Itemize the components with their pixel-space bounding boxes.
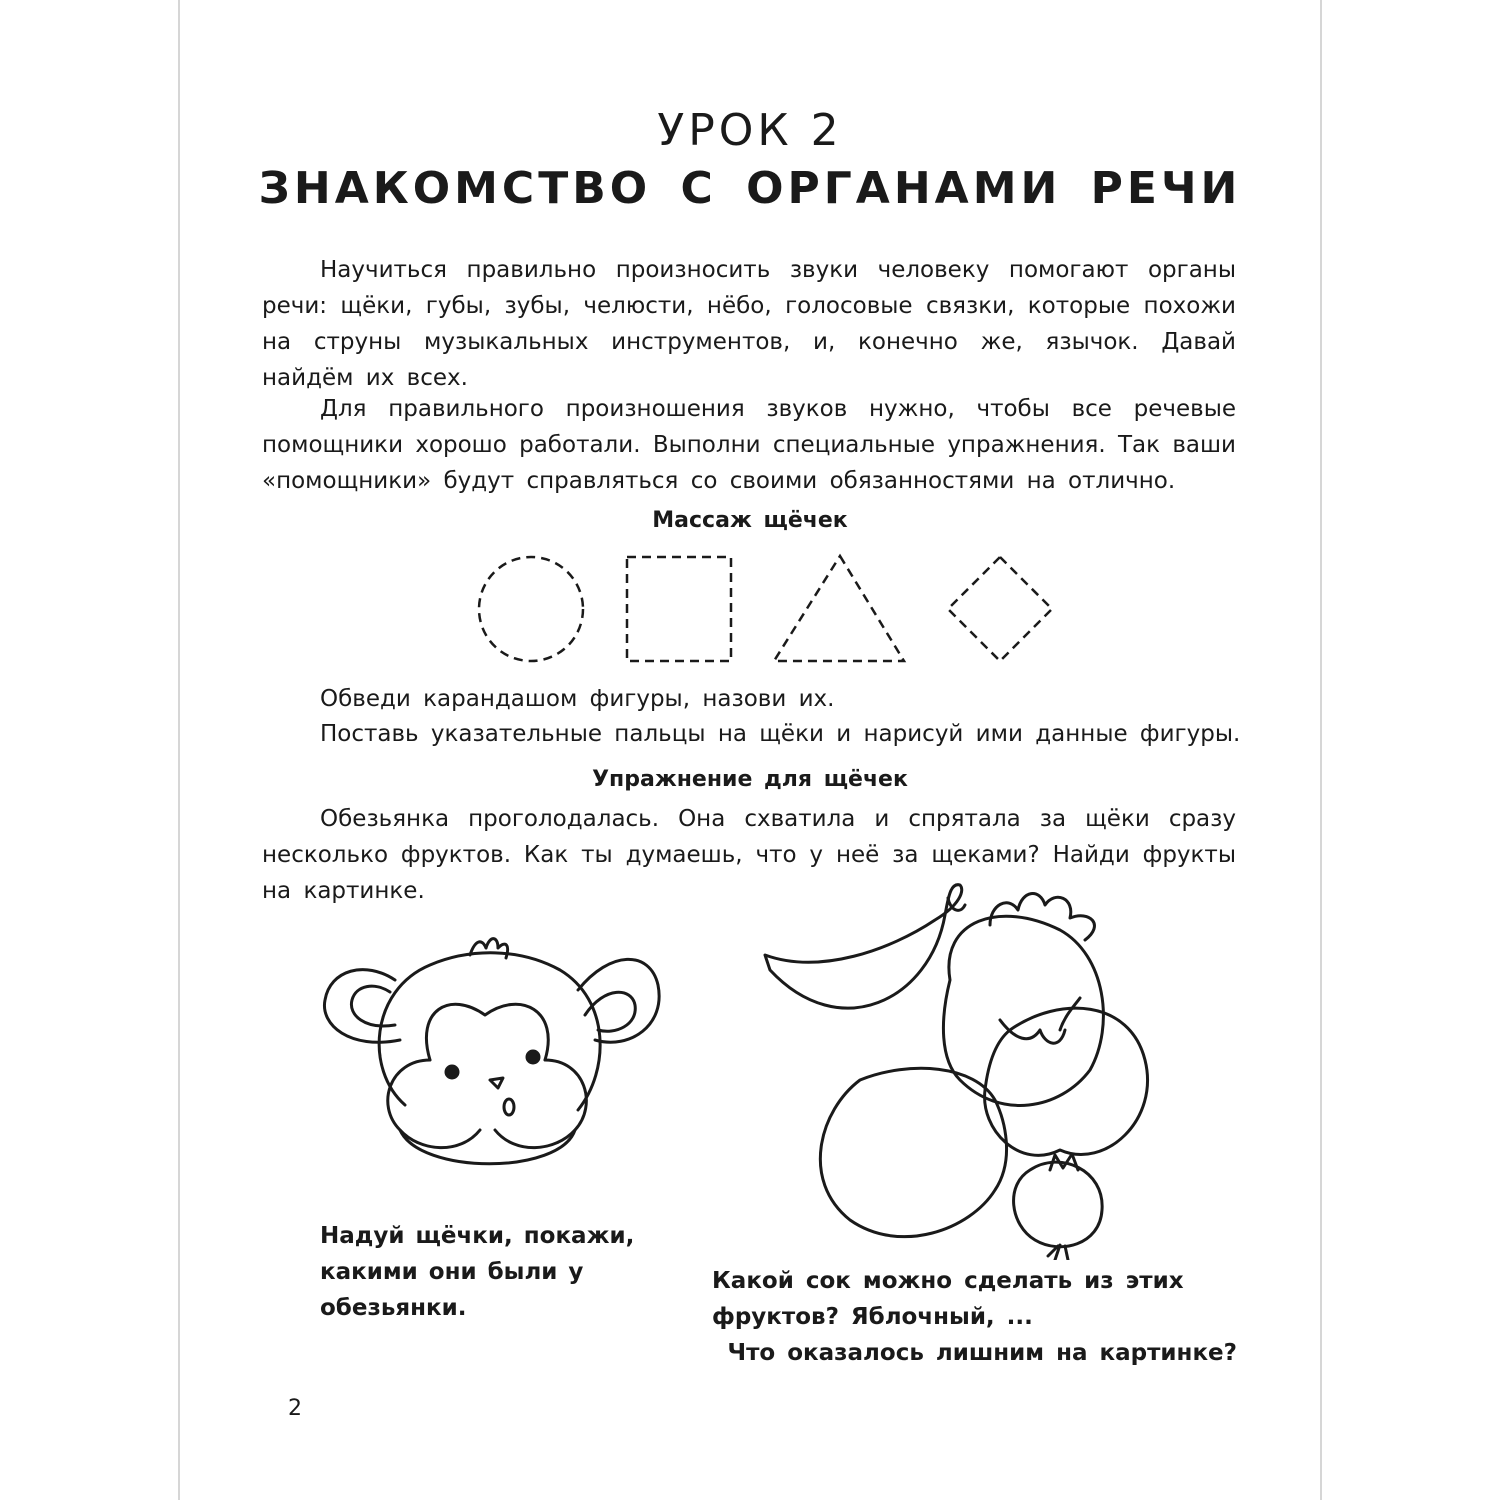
dashed-square: [627, 557, 731, 661]
fruit-question-1: Какой сок можно сделать из этих фруктов? Яблочный, ...: [712, 1268, 1184, 1330]
page-title: ЗНАКОМСТВО С ОРГАНАМИ РЕЧИ: [258, 163, 1242, 214]
dashed-circle: [479, 557, 583, 661]
page-number: 2: [288, 1396, 302, 1421]
massage-instruction-1: Обведи карандашом фигуры, назови их.: [320, 686, 835, 712]
intro-paragraph-1: [262, 252, 1236, 396]
exercise-heading: Упражнение для щёчек: [592, 767, 908, 792]
exercise-paragraph-text: Обезьянка проголодалась. Она схватила и спрятала за щёки сразу несколько фруктов. Как ты думаешь, что у неё за щеками? Найди фрукты на картинке.: [262, 806, 1236, 904]
monkey-caption-text: Надуй щёчки, покажи, какими они были у обезьянки.: [320, 1223, 635, 1321]
banana: [765, 885, 962, 1008]
intro-paragraph-1-text: Научиться правильно произносить звуки человеку помогают органы речи: щёки, губы, зубы, челюсти, нёбо, голосовые связки, которые похожи на струны музыкальных инструментов, и, конечно же, язычок. Давай найдём их всех.: [262, 257, 1236, 391]
monkey-mouth: [504, 1099, 514, 1115]
strawberry-leaves: [1000, 1020, 1065, 1043]
apple-stem: [1060, 998, 1080, 1030]
fruit-question-2: Что оказалось лишним на картинке?: [727, 1340, 1237, 1366]
dashed-shapes: [470, 548, 1070, 673]
page-edge-right: [1320, 0, 1322, 1500]
intro-paragraph-2-text: Для правильного произношения звуков нужно, чтобы все речевые помощники хорошо работали. Выполни специальные упражнения. Так ваши «помощники» будут справляться со своими обязанностями на отлично.: [262, 396, 1237, 494]
fruit-questions: [712, 1263, 1237, 1371]
monkey-right-eye: [527, 1051, 539, 1063]
massage-instruction-2: Поставь указательные пальцы на щёки и нарисуй ими данные фигуры.: [320, 721, 1241, 747]
page-edge-left: [178, 0, 180, 1500]
monkey-left-eye: [446, 1066, 458, 1078]
pomegranate: [1014, 1162, 1103, 1247]
dashed-rhombus: [948, 557, 1052, 661]
intro-paragraph-2: [262, 391, 1236, 499]
monkey-illustration: [310, 930, 670, 1200]
monkey-caption: [320, 1218, 690, 1326]
lesson-number: УРОК 2: [657, 105, 843, 156]
monkey-nose: [490, 1078, 503, 1088]
dashed-triangle: [774, 556, 904, 661]
massage-heading: Массаж щёчек: [652, 508, 848, 533]
overlapping-fruits-illustration: [760, 880, 1160, 1260]
monkey-right-ear-inner: [585, 992, 635, 1031]
monkey-hair: [470, 939, 508, 958]
monkey-head-outline: [379, 953, 600, 1110]
